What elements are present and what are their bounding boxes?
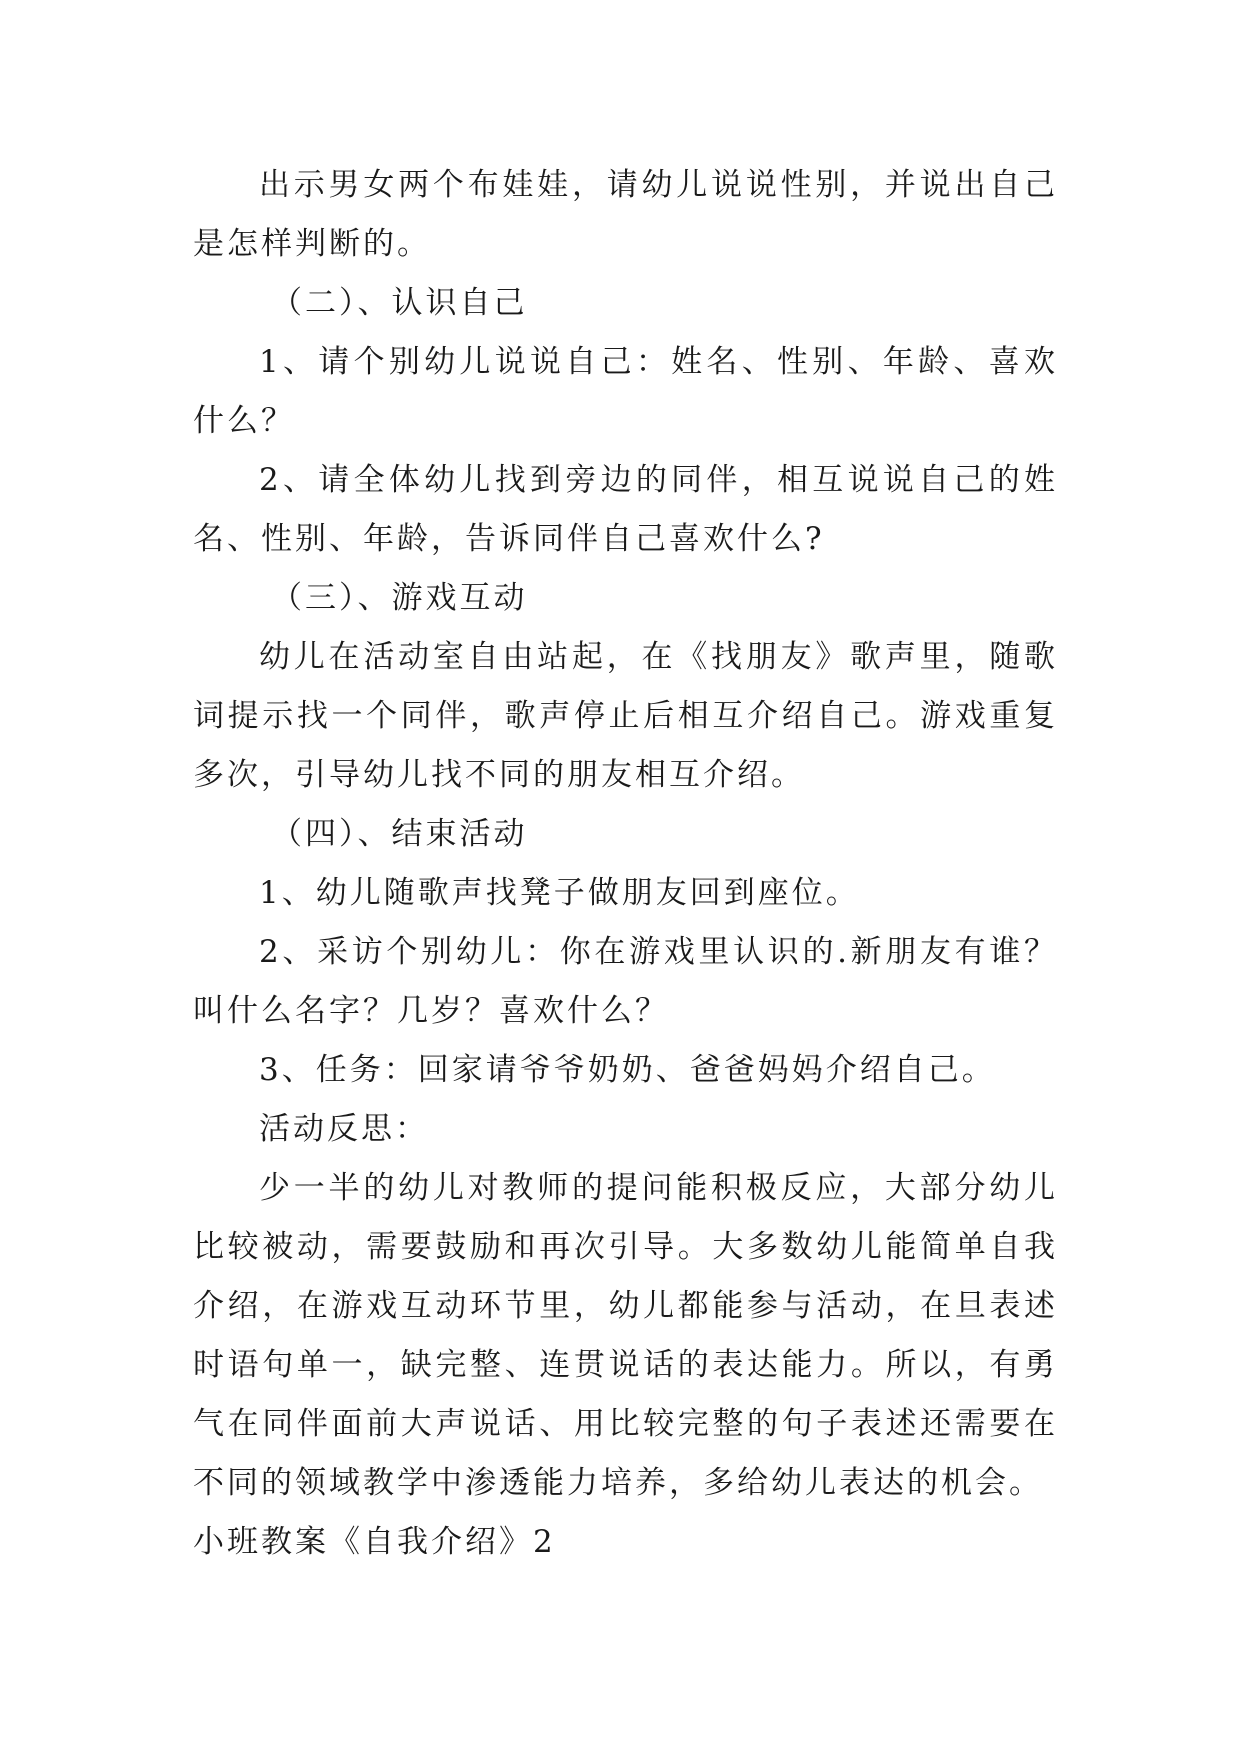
- document-body: [193, 156, 1058, 1572]
- paragraph-step-1: 1、请个别幼儿说说自己：姓名、性别、年龄、喜欢什么？: [193, 344, 1058, 439]
- paragraph-end-3: 3、任务：回家请爷爷奶奶、爸爸妈妈介绍自己。: [259, 1052, 996, 1088]
- section-heading-3: （三）、游戏互动: [271, 580, 528, 616]
- paragraph-game: 幼儿在活动室自由站起，在《找朋友》歌声里，随歌词提示找一个同伴，歌声停止后相互介绍自己。游戏重复多次，引导幼儿找不同的朋友相互介绍。: [193, 639, 1058, 793]
- paragraph-end-1: 1、幼儿随歌声找凳子做朋友回到座位。: [259, 875, 860, 911]
- paragraph-reflection: 少一半的幼儿对教师的提问能积极反应，大部分幼儿比较被动，需要鼓励和再次引导。大多数幼儿能简单自我介绍，在游戏互动环节里，幼儿都能参与活动，在旦表述时语句单一，缺完整、连贯说话的表达能力。所以，有勇气在同伴面前大声说话、用比较完整的句子表述还需要在不同的领域教学中渗透能力培养，多给幼儿表达的机会。: [193, 1170, 1058, 1501]
- paragraph-intro: 出示男女两个布娃娃，请幼儿说说性别，并说出自己是怎样判断的。: [193, 167, 1058, 262]
- section-heading-4: （四）、结束活动: [271, 816, 528, 852]
- paragraph-step-2: 2、请全体幼儿找到旁边的同伴，相互说说自己的姓名、性别、年龄，告诉同伴自己喜欢什么?: [193, 462, 1058, 557]
- next-lesson-title: 小班教案《自我介绍》2: [193, 1524, 556, 1560]
- paragraph-end-2: 2、采访个别幼儿：你在游戏里认识的.新朋友有谁？叫什么名字？几岁？喜欢什么？: [193, 934, 1058, 1029]
- reflection-heading: 活动反思：: [259, 1111, 429, 1147]
- section-heading-2: （二）、认识自己: [271, 285, 528, 321]
